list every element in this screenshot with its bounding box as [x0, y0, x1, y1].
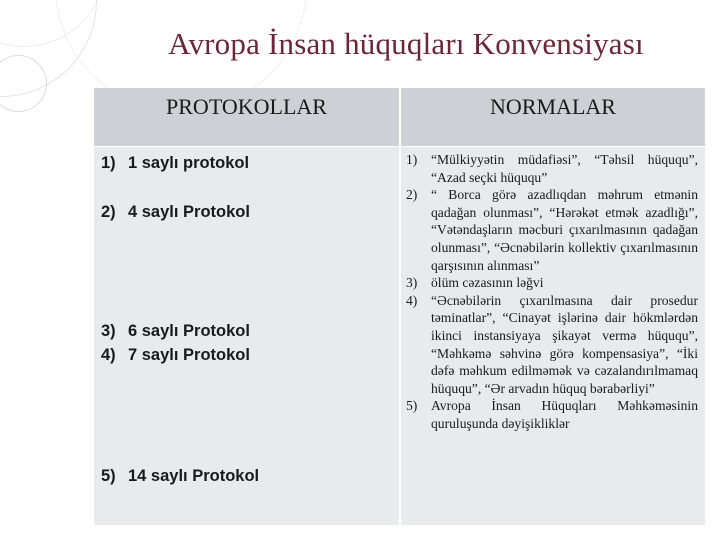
protocol-item: [101, 154, 249, 173]
protocol-label: 14 saylı Protokol: [128, 467, 260, 485]
norm-text: “ Borca görə azadlıqdan məhrum etmənin qadağan olunması”, “Hərəkət etmək azadlığı”, “Vətəndaşların məcburi çıxarılmasının qadağan olunması”, “Əcnəbilərin kollektiv çıxarılmasının qarşısının alınması”: [431, 187, 698, 273]
norm-number: 3): [406, 275, 418, 291]
protocol-number: 3): [101, 322, 116, 340]
norm-text: Avropa İnsan Hüquqları Məhkəməsinin quruluşunda dəyişikliklər: [431, 398, 698, 431]
protocols-table: [94, 88, 705, 525]
protocol-label: 1 saylı protokol: [128, 154, 250, 172]
protocol-item: [101, 203, 250, 222]
norm-number: 4): [406, 292, 418, 308]
norms-list: [406, 151, 698, 433]
protocol-label: 6 saylı Protokol: [128, 322, 250, 340]
norms-cell: [401, 147, 705, 525]
protocol-label: 7 saylı Protokol: [128, 346, 250, 364]
header-protocols-label: PROTOKOLLAR: [166, 94, 327, 119]
norm-item: [406, 151, 698, 186]
protocol-number: 1): [101, 154, 116, 172]
norm-number: 5): [406, 398, 418, 414]
protocol-item: [101, 467, 259, 486]
header-cell-protocols: [94, 88, 399, 146]
norm-number: 2): [406, 187, 418, 203]
decor-circle: [0, 55, 47, 112]
protocol-item: [101, 346, 250, 365]
protocol-number: 5): [101, 467, 116, 485]
norm-number: 1): [406, 152, 418, 167]
norm-item: [406, 397, 698, 432]
norm-item: [406, 292, 698, 398]
protocol-item: [101, 322, 250, 341]
protocol-number: 4): [101, 346, 116, 364]
header-cell-norms: [401, 88, 705, 146]
norm-item: [406, 274, 698, 292]
norm-item: [406, 186, 698, 274]
protocols-cell: [94, 147, 399, 525]
norm-text: ölüm cəzasının ləğvi: [431, 275, 544, 291]
header-norms-label: NORMALAR: [490, 94, 616, 119]
norm-text: “Mülkiyyətin müdafiəsi”, “Təhsil hüququ”, “Azad seçki hüququ”: [431, 152, 698, 185]
protocol-label: 4 saylı Protokol: [128, 203, 250, 221]
slide-title: Avropa İnsan hüquqları Konvensiyası: [168, 26, 644, 61]
norm-text: “Əcnəbilərin çıxarılmasına dair prosedur təminatlar”, “Cinayət işlərinə dair hökmlərdən ikinci instansiyaya şikayət vermə hüququ”, “Məhkəmə səhvinə görə kompensasiya”, “İki dəfə məhkum edilməmək və cəzalandırılmamaq hüququ”, “Ər arvadın hüquq bərabərliyi”: [431, 292, 698, 396]
protocol-number: 2): [101, 203, 116, 221]
